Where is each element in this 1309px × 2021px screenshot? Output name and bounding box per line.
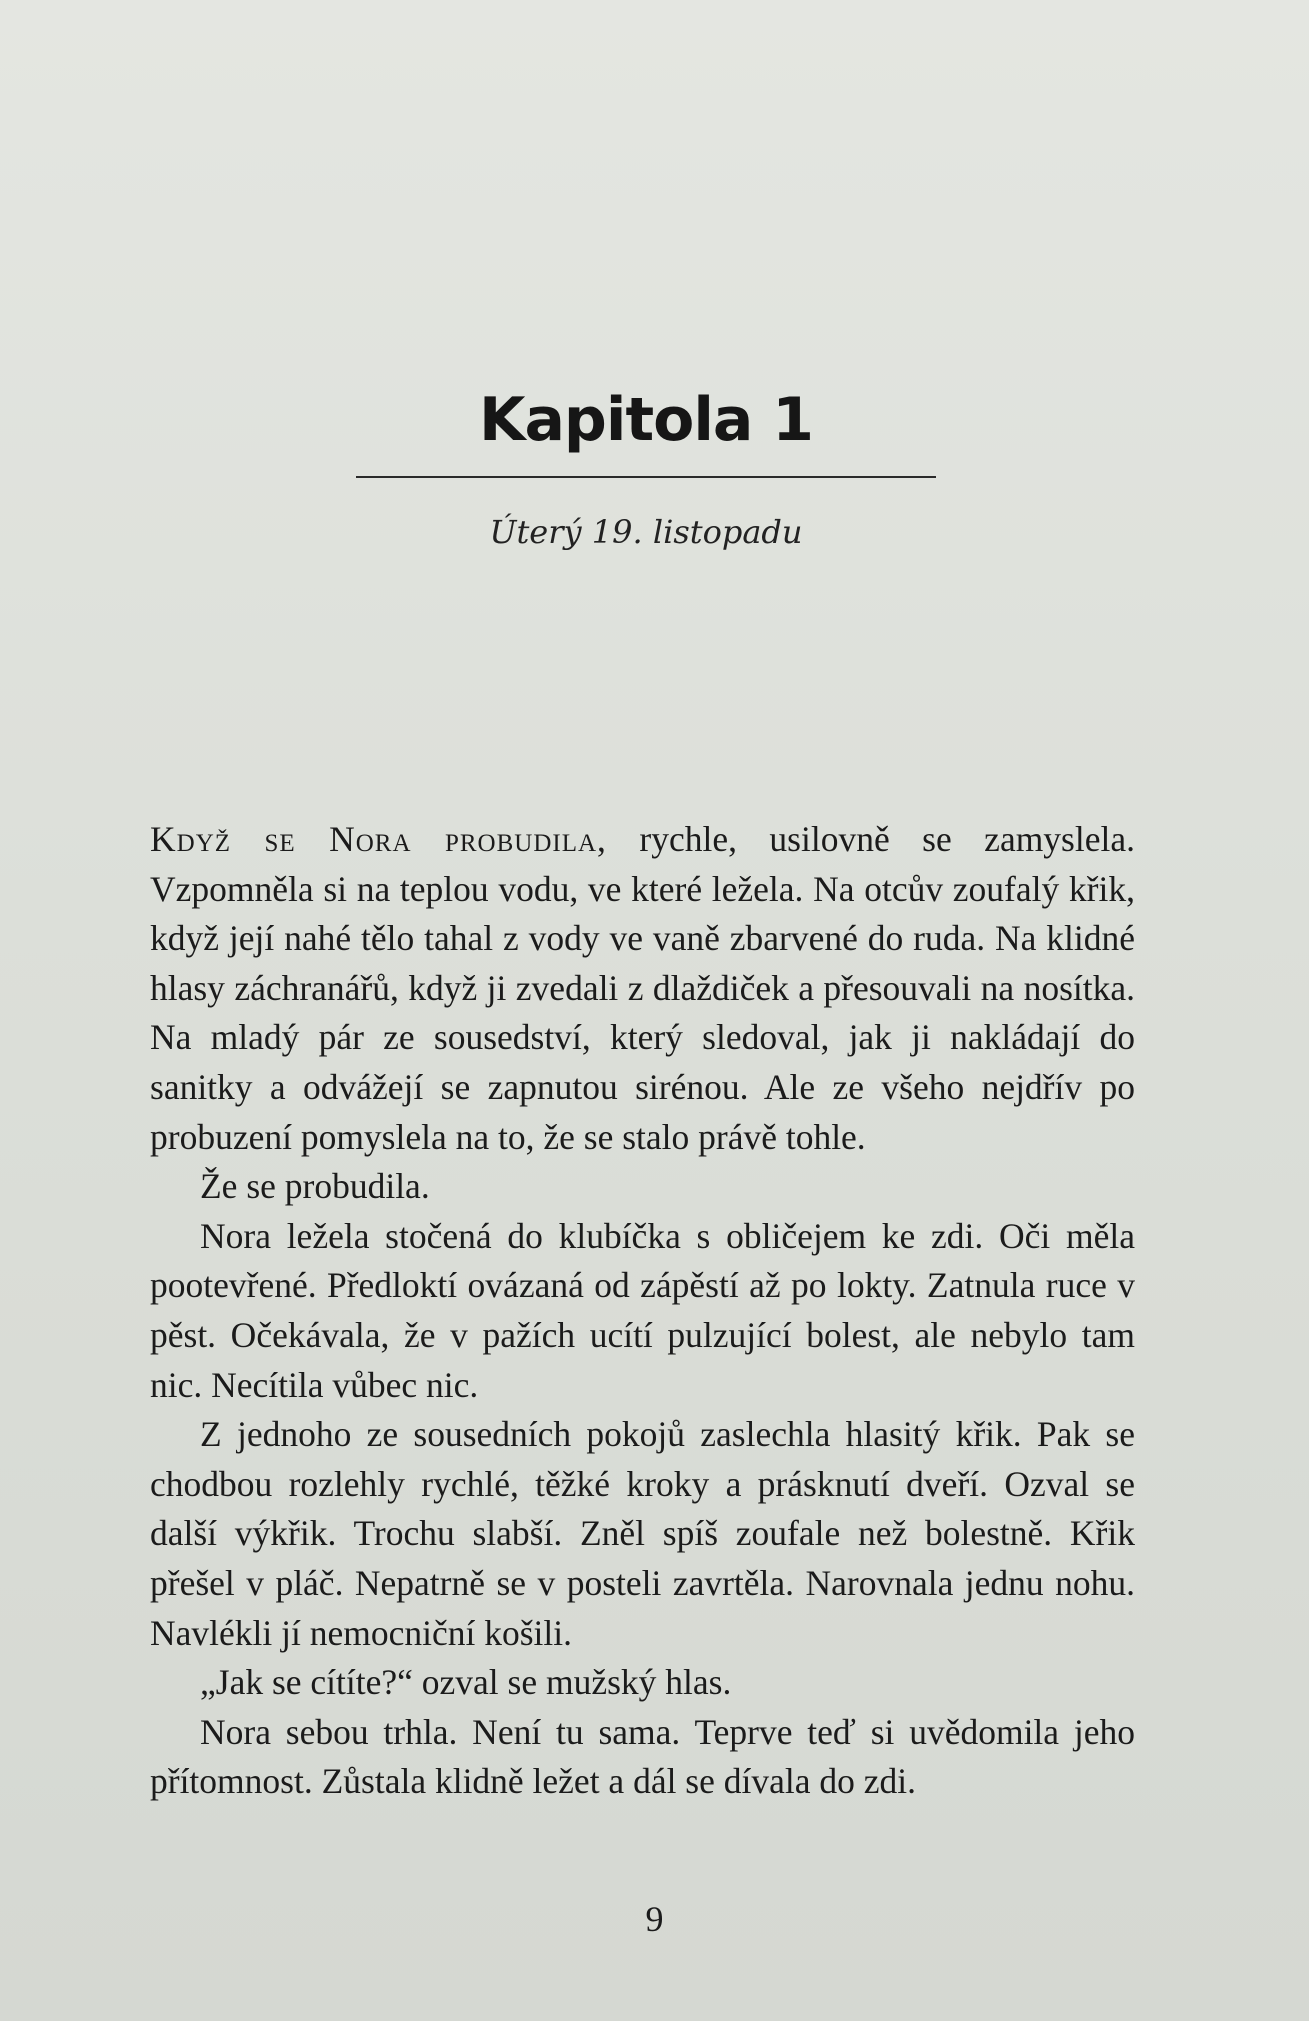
paragraph: Nora ležela stočená do klubíčka s obličejem ke zdi. Oči měla pootevřené. Předloktí ovázaná od zápěstí až po lokty. Zatnula ruce v pěst. Očekávala, že v pažích ucítí pulzující bolest, ale nebylo tam nic. Necítila vůbec nic.: [150, 1215, 1135, 1405]
page-number: 9: [645, 1899, 664, 1939]
chapter-date: Úterý 19. listopadu: [489, 513, 803, 551]
paragraph-text: rychle, usilovně se zamyslela. Vzpomněla si na teplou vodu, ve které ležela. Na otcův zoufalý křik, když její nahé tělo tahal z vody ve vaně zbarvené do ruda. Na klidné hlasy záchranářů, když ji zvedali z dlaždiček a přesouvali na nosítka. Na mladý pár ze sousedství, který sledoval, jak ji nakládají do sanitky a odvážejí se zapnutou sirénou. Ale ze všeho nejdřív po probuzení pomyslela na to, že se stalo právě tohle.: [150, 819, 1135, 1157]
paragraph: [150, 815, 1135, 1162]
paragraph-lead-smallcaps: Když se Nora probudila,: [150, 819, 607, 859]
paragraph: Z jednoho ze sousedních pokojů zaslechla hlasitý křik. Pak se chodbou rozlehly rychlé, těžké kroky a prásknutí dveří. Ozval se další výkřik. Trochu slabší. Zněl spíš zoufale než bolestně. Křik přešel v pláč. Nepatrně se v posteli zavrtěla. Narovnala jednu nohu. Navlékli jí nemocniční košili.: [150, 1414, 1135, 1653]
chapter-body: [150, 815, 1135, 1807]
paragraph: Nora sebou trhla. Není tu sama. Teprve teď si uvědomila jeho přítomnost. Zůstala klidně ležet a dál se dívala do zdi.: [150, 1711, 1135, 1802]
paragraph: Že se probudila.: [200, 1166, 430, 1207]
chapter-title: Kapitola 1: [478, 385, 814, 455]
paragraph: „Jak se cítíte?“ ozval se mužský hlas.: [200, 1662, 732, 1703]
title-rule: [356, 476, 936, 478]
